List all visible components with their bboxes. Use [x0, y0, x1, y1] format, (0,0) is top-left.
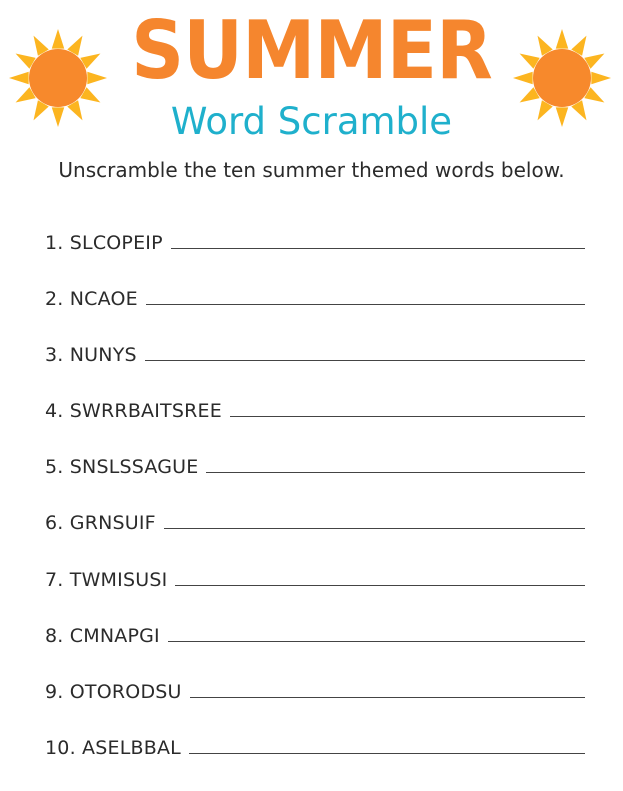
scrambled-word: 4. SWRRBAITSREE	[45, 400, 222, 423]
answer-line[interactable]	[230, 415, 585, 417]
word-row	[45, 398, 585, 454]
scrambled-word: 6. GRNSUIF	[45, 512, 156, 535]
scrambled-word: 10. ASELBBAL	[45, 736, 181, 759]
scrambled-word: 7. TWMISUSI	[45, 568, 168, 591]
scrambled-word: 2. NCAOE	[45, 288, 138, 311]
answer-line[interactable]	[190, 696, 585, 698]
scrambled-word: 8. CMNAPGI	[45, 624, 160, 647]
word-row	[45, 567, 585, 623]
page-subtitle: Word Scramble	[170, 100, 453, 143]
word-row	[45, 679, 585, 735]
answer-line[interactable]	[206, 471, 585, 473]
answer-line[interactable]	[164, 527, 585, 529]
answer-line[interactable]	[189, 752, 585, 754]
word-row	[45, 454, 585, 510]
word-list	[45, 230, 585, 791]
answer-line[interactable]	[146, 303, 585, 305]
instructions-text: Unscramble the ten summer themed words below.	[58, 158, 565, 182]
scrambled-word: 3. NUNYS	[45, 344, 137, 367]
word-row	[45, 286, 585, 342]
answer-line[interactable]	[168, 640, 585, 642]
word-row	[45, 510, 585, 566]
scrambled-word: 1. SLCOPEIP	[45, 232, 163, 254]
answer-line[interactable]	[175, 584, 585, 586]
word-row	[45, 623, 585, 679]
word-row	[45, 230, 585, 286]
page-title: SUMMER	[131, 4, 492, 97]
word-row	[45, 342, 585, 398]
answer-line[interactable]	[145, 359, 585, 361]
answer-line[interactable]	[171, 247, 585, 249]
scrambled-word: 5. SNSLSSAGUE	[45, 456, 199, 479]
scrambled-word: 9. OTORODSU	[45, 680, 182, 703]
